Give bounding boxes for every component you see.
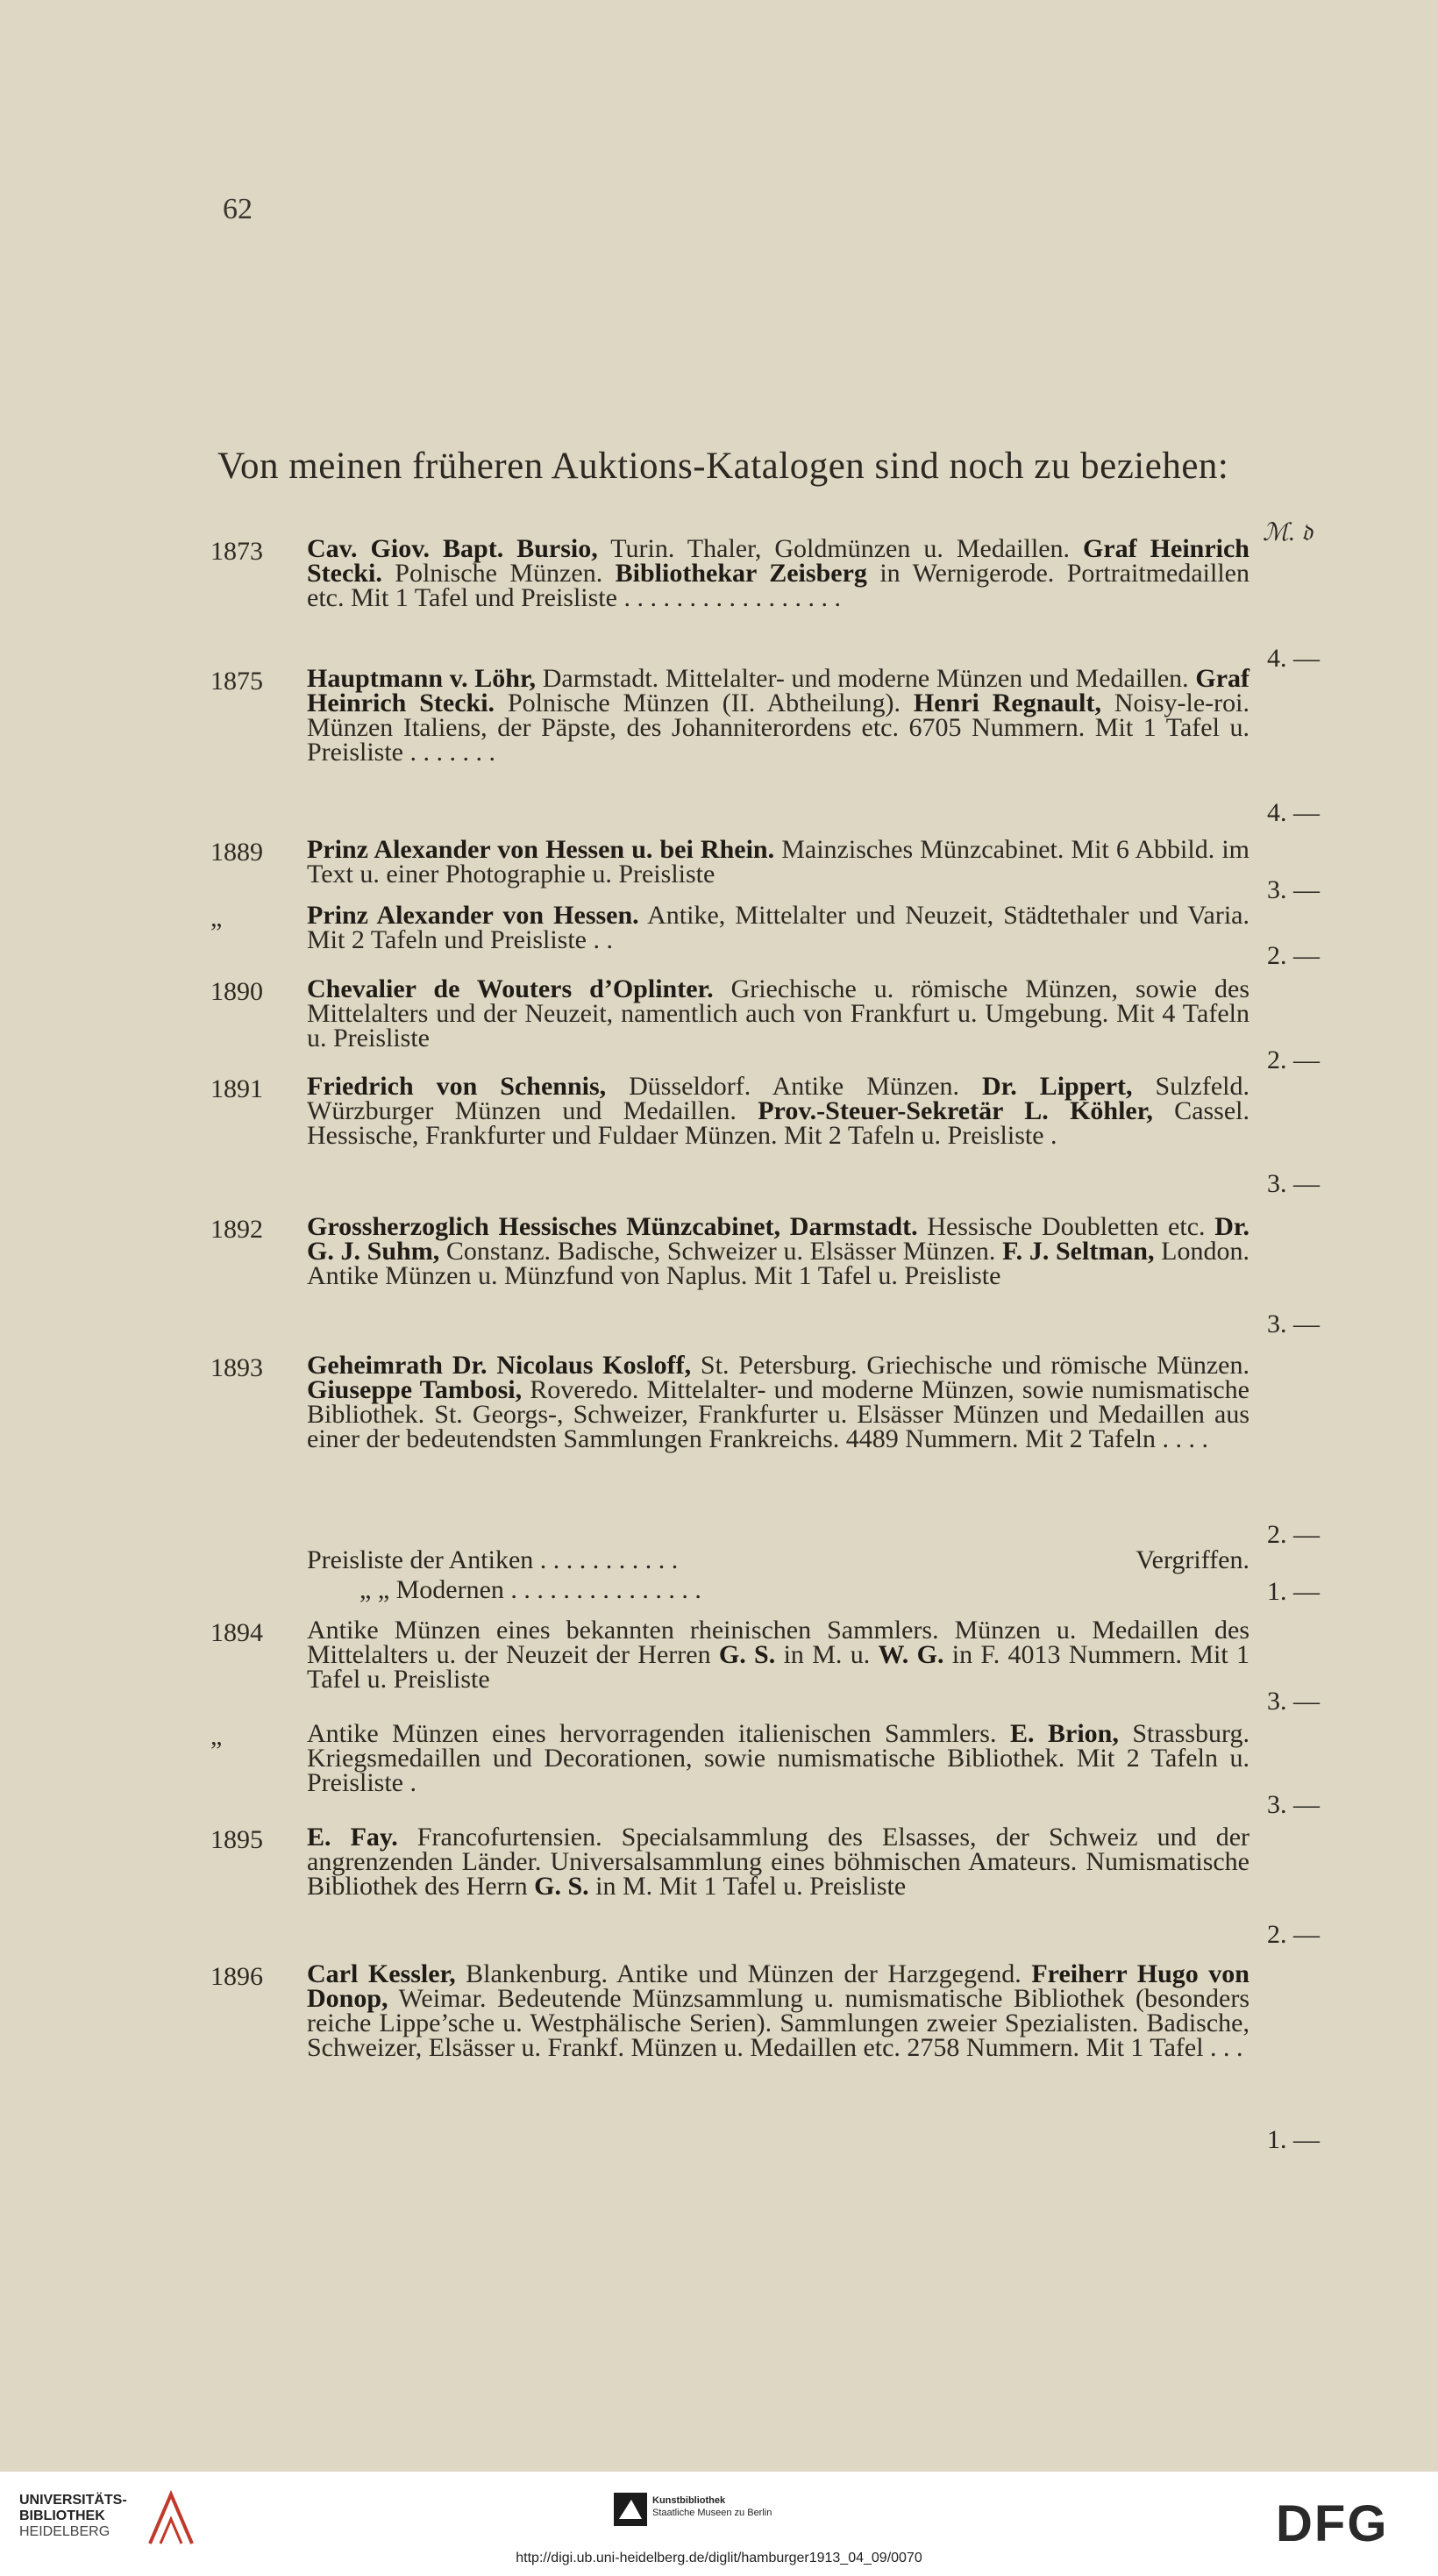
entry-text <box>307 534 1249 612</box>
entry-year: „ <box>210 1722 223 1751</box>
kunstbibliothek-line-1: Kunstbibliothek <box>652 2495 726 2506</box>
entry-name: Carl Kessler, <box>307 1959 456 1988</box>
entry-description: Weimar. Bedeutende Münzsammlung u. numismatische Bibliothek (besonders reiche Lippe’sche u. Westphälische Serien). Sammlungen zweier Spezialisten. Badische, Schweizer, Elsässer u. Frankf. Münzen u. Medaillen etc. 2758 Nummern. Mit 1 Tafel . . . <box>307 1984 1249 2062</box>
entry-name: Graf Heinrich Stecki. <box>307 664 1249 717</box>
entry-name: E. Brion, <box>1009 1719 1119 1748</box>
currency-header: ℳ. 𝔡 <box>1263 519 1313 546</box>
university-library-mark-icon <box>145 2489 197 2551</box>
entry-text <box>307 1825 1249 1899</box>
preisliste-modernen-price: 1. — <box>1267 1577 1320 1606</box>
uni-logo-line-1: UNIVERSITÄTS- <box>19 2493 127 2508</box>
entry-text <box>307 903 1249 953</box>
entry-price: 2. — <box>1267 1045 1320 1074</box>
entry-name: Cav. Giov. Bapt. Bursio, <box>307 534 598 563</box>
entry-text <box>307 1959 1249 2062</box>
page-number: 62 <box>223 193 253 225</box>
entry-text <box>307 835 1249 888</box>
kunstbibliothek-label <box>652 2494 772 2519</box>
entry-text <box>307 1212 1249 1290</box>
entry-price: 3. — <box>1267 1169 1320 1198</box>
uni-logo-line-2: BIBLIOTHEK <box>19 2508 105 2523</box>
preisliste-modernen <box>360 1575 1249 1605</box>
entry-year: 1894 <box>210 1618 263 1647</box>
entry-description: Francofurtensien. Specialsammlung des Elsasses, der Schweiz und der angrenzenden Länder. Universalsammlung eines böhmischen Amateurs. Numismatische Bibliothek des Herrn <box>307 1823 1250 1901</box>
entry-year: 1892 <box>210 1215 263 1244</box>
entry-name: Freiherr Hugo von Donop, <box>307 1959 1249 2013</box>
entry-description: St. Petersburg. Griechische und römische Münzen. <box>691 1351 1249 1380</box>
entry-name: Friedrich von Schennis, <box>307 1072 607 1101</box>
entry-year: 1873 <box>210 537 263 566</box>
entry-price: 1. — <box>1267 2125 1320 2154</box>
entry-name: Bibliothekar Zeisberg <box>615 559 867 588</box>
entry-description: Cassel. Hessische, Frankfurter und Fuldaer Münzen. Mit 2 Tafeln u. Preisliste . <box>307 1096 1250 1150</box>
entry-description: Düsseldorf. Antike Münzen. <box>606 1072 982 1101</box>
entry-description: Antike Münzen eines hervorragenden italienischen Sammlers. <box>307 1719 1010 1748</box>
entry-name: Henri Regnault, <box>913 689 1101 717</box>
entry-text <box>307 664 1249 767</box>
entry-name: Prinz Alexander von Hessen u. bei Rhein. <box>307 835 775 864</box>
entry-description: in M. u. <box>775 1640 879 1669</box>
entry-text <box>307 1074 1249 1148</box>
entry-description: Griechische u. römische Münzen, sowie des Mittelalters und der Neuzeit, namentlich auch von Frankfurt u. Umgebung. Mit 4 Tafeln u. Preisliste <box>307 974 1249 1053</box>
entry-description: Polnische Münzen. <box>381 559 616 588</box>
page-heading: Von meinen früheren Auktions-Katalogen sind noch zu beziehen: <box>217 446 1229 487</box>
preisliste-antiken-label: Preisliste der Antiken . . . . . . . . . . . <box>307 1545 679 1574</box>
entry-name: Chevalier de Wouters d’Oplinter. <box>307 974 714 1003</box>
dfg-logo: DFG <box>1276 2495 1389 2552</box>
entry-name: Dr. Lippert, <box>982 1072 1133 1101</box>
entry-description: Noisy-le-roi. Münzen Italiens, der Päpste, des Johanniterordens etc. 6705 Nummern. Mit 1 Tafel u. Preisliste . . . . . . . <box>307 689 1249 767</box>
kunstbibliothek-logo-icon <box>614 2493 647 2526</box>
entry-year: 1893 <box>210 1353 263 1382</box>
source-url[interactable]: http://digi.ub.uni-heidelberg.de/diglit/hamburger1913_04_09/0070 <box>516 2551 922 2565</box>
entry-price: 3. — <box>1267 875 1320 904</box>
entry-price: 3. — <box>1267 1790 1320 1819</box>
entry-year: 1896 <box>210 1962 263 1991</box>
entry-text <box>307 1618 1249 1692</box>
entry-name: Dr. G. J. Suhm, <box>307 1212 1249 1266</box>
entry-name: E. Fay. <box>307 1823 398 1852</box>
entry-name: Prinz Alexander von Hessen. <box>307 901 639 930</box>
entry-description: Blankenburg. Antike und Münzen der Harzgegend. <box>455 1959 1032 1988</box>
entry-description: Polnische Münzen (II. Abtheilung). <box>495 689 914 717</box>
entry-price: 3. — <box>1267 1687 1320 1716</box>
entry-name: G. S. <box>534 1872 589 1901</box>
entry-description: in Wernigerode. Portraitmedaillen etc. Mit 1 Tafel und Preisliste . . . . . . . . . . . . . . . . . <box>307 559 1249 612</box>
preisliste-antiken <box>307 1545 1249 1575</box>
entry-name: Hauptmann v. Löhr, <box>307 664 537 693</box>
entry-text <box>307 974 1249 1053</box>
entry-name: F. J. Seltman, <box>1002 1237 1155 1266</box>
entry-name: Graf Heinrich Stecki. <box>307 534 1249 588</box>
entry-text <box>307 1353 1249 1452</box>
entry-name: Geheimrath Dr. Nicolaus Kosloff, <box>307 1351 692 1380</box>
entry-name: Prov.-Steuer-Sekretär L. Köhler, <box>758 1096 1153 1125</box>
uni-logo-line-3: HEIDELBERG <box>19 2524 110 2539</box>
entry-price: 3. — <box>1267 1309 1320 1338</box>
entry-description: Antike Münzen eines bekannten rheinischen Sammlers. Münzen u. Medaillen des Mittelalters u. der Neuzeit der Herren <box>307 1616 1249 1669</box>
entry-name: Giuseppe Tambosi, <box>307 1375 523 1404</box>
entry-name: Grossherzoglich Hessisches Münzcabinet, Darmstadt. <box>307 1212 918 1241</box>
preisliste-modernen-label: „ „ Modernen . . . . . . . . . . . . . . . <box>360 1575 701 1604</box>
entry-description: in M. Mit 1 Tafel u. Preisliste <box>588 1872 907 1901</box>
entry-description: Antike, Mittelalter und Neuzeit, Städtethaler und Varia. Mit 2 Tafeln und Preisliste . . <box>307 901 1249 954</box>
entry-name: W. G. <box>878 1640 944 1669</box>
entry-description: Darmstadt. Mittelalter- und moderne Münzen und Medaillen. <box>536 664 1196 693</box>
entry-year: 1889 <box>210 838 263 867</box>
entry-description: Sulzfeld. Würzburger Münzen und Medaillen. <box>307 1072 1249 1125</box>
entry-year: „ <box>210 903 223 932</box>
entry-price: 2. — <box>1267 941 1320 970</box>
page-footer <box>0 2472 1438 2576</box>
entry-price: 4. — <box>1267 798 1320 827</box>
entry-description: Mainzisches Münzcabinet. Mit 6 Abbild. im Text u. einer Photographie u. Preisliste <box>307 835 1249 888</box>
entry-description: in F. 4013 Nummern. Mit 1 Tafel u. Preisliste <box>307 1640 1249 1694</box>
entry-year: 1891 <box>210 1074 263 1103</box>
preisliste-antiken-status: Vergriffen. <box>1135 1545 1249 1574</box>
entry-description: Constanz. Badische, Schweizer u. Elsässer Münzen. <box>439 1237 1003 1266</box>
entry-description: Hessische Doubletten etc. <box>917 1212 1215 1241</box>
entry-description: London. Antike Münzen u. Münzfund von Naplus. Mit 1 Tafel u. Preisliste <box>307 1237 1249 1290</box>
kunstbibliothek-line-2: Staatliche Museen zu Berlin <box>652 2508 772 2518</box>
entry-price: 2. — <box>1267 1520 1320 1549</box>
entry-description: Strassburg. Kriegsmedaillen und Decorationen, sowie numismatische Bibliothek. Mit 2 Tafeln u. Preisliste . <box>307 1719 1249 1797</box>
entry-description: Turin. Thaler, Goldmünzen u. Medaillen. <box>597 534 1084 563</box>
entry-price: 2. — <box>1267 1920 1320 1949</box>
entry-description: Roveredo. Mittelalter- und moderne Münzen, sowie numismatische Bibliothek. St. Georgs-, Schweizer, Frankfurter u. Elsässer Münzen und Medaillen aus einer der bedeutendsten Sammlungen Frankreichs. 4489 Nummern. Mit 2 Tafeln . . . . <box>307 1375 1249 1453</box>
entry-year: 1875 <box>210 667 263 696</box>
university-library-logo <box>19 2493 127 2540</box>
entry-year: 1895 <box>210 1825 263 1854</box>
entry-text <box>307 1719 1249 1797</box>
entry-price: 4. — <box>1267 644 1320 673</box>
entry-year: 1890 <box>210 977 263 1006</box>
entry-name: G. S. <box>718 1640 776 1669</box>
